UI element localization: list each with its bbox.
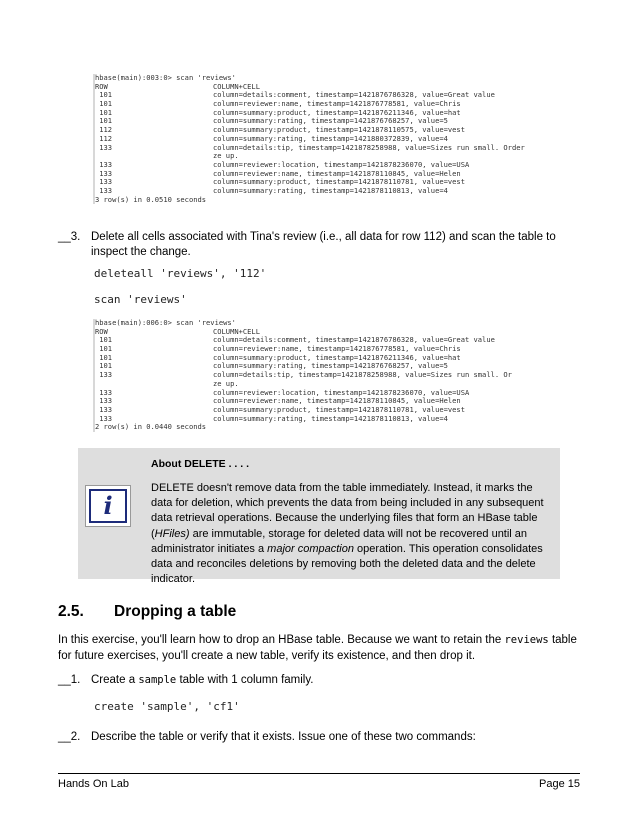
code-create: create 'sample', 'cf1' bbox=[94, 700, 240, 713]
step-number: __2. bbox=[58, 731, 81, 743]
row-cell: column=summary:product, timestamp=1421878110781, value=vest bbox=[213, 177, 465, 187]
row-key: 112 bbox=[95, 133, 113, 143]
info-icon: i bbox=[85, 485, 131, 527]
row-cell: column=details:tip, timestamp=1421878258988, value=Sizes run small. Order bbox=[213, 142, 525, 152]
row-cell: column=summary:rating, timestamp=1421878110813, value=4 bbox=[213, 413, 448, 423]
row-key: 133 bbox=[95, 185, 113, 195]
row-cell: ze up. bbox=[213, 378, 239, 388]
row-cell: column=summary:product, timestamp=1421876211346, value=hat bbox=[213, 107, 461, 117]
row-cell: column=details:comment, timestamp=1421876786328, value=Great value bbox=[213, 90, 495, 100]
row-cell: column=summary:rating, timestamp=1421880372839, value=4 bbox=[213, 133, 448, 143]
code-scan: scan 'reviews' bbox=[94, 293, 187, 306]
row-cell: column=summary:rating, timestamp=1421878110813, value=4 bbox=[213, 185, 448, 195]
row-cell: column=reviewer:location, timestamp=1421878236070, value=USA bbox=[213, 387, 470, 397]
row-key: 101 bbox=[95, 107, 113, 117]
code-deleteall: deleteall 'reviews', '112' bbox=[94, 267, 267, 280]
row-key: 133 bbox=[95, 177, 113, 187]
row-key: 112 bbox=[95, 125, 113, 135]
row-cell: column=summary:product, timestamp=1421878110781, value=vest bbox=[213, 404, 465, 414]
row-cell: column=reviewer:name, timestamp=1421876778581, value=Chris bbox=[213, 99, 461, 109]
step-number: __1. bbox=[58, 674, 81, 686]
row-cell: column=summary:rating, timestamp=1421876768257, value=5 bbox=[213, 116, 448, 126]
row-cell: column=summary:product, timestamp=1421878110575, value=vest bbox=[213, 125, 465, 135]
row-header: ROW bbox=[95, 326, 108, 336]
row-cell: column=reviewer:name, timestamp=1421876778581, value=Chris bbox=[213, 344, 461, 354]
terminal-row bbox=[95, 371, 555, 380]
terminal-output-2 bbox=[93, 319, 555, 432]
step-number: __3. bbox=[58, 231, 81, 243]
major-compaction-em: major compaction bbox=[267, 542, 354, 555]
note-title: About DELETE . . . . bbox=[151, 458, 249, 470]
intro-paragraph: In this exercise, you'll learn how to drop an HBase table. Because we want to retain the reviews table for future exercises, you'll create a new table, verify its existence, and then drop it. bbox=[58, 634, 577, 662]
row-cell: column=reviewer:name, timestamp=1421878110845, value=Helen bbox=[213, 168, 461, 178]
row-cell: ze up. bbox=[213, 151, 239, 161]
step-text: Create a sample table with 1 column family. bbox=[91, 674, 314, 686]
row-key: 133 bbox=[95, 142, 113, 152]
inline-code-sample: sample bbox=[138, 674, 177, 686]
terminal-rows bbox=[95, 336, 555, 423]
row-header: ROW bbox=[95, 81, 108, 91]
row-key: 133 bbox=[95, 396, 113, 406]
row-key: 133 bbox=[95, 413, 113, 423]
row-key: 133 bbox=[95, 159, 113, 169]
row-key: 101 bbox=[95, 116, 113, 126]
terminal-output-1 bbox=[93, 74, 555, 204]
terminal-rows bbox=[95, 91, 555, 195]
row-key: 101 bbox=[95, 344, 113, 354]
step-text: Describe the table or verify that it exists. Issue one of these two commands: bbox=[91, 731, 476, 743]
terminal-prompt: hbase(main):006:0> scan 'reviews' bbox=[95, 318, 236, 327]
row-key: 133 bbox=[95, 370, 113, 380]
footer-left: Hands On Lab bbox=[58, 778, 129, 790]
terminal-footer: 2 row(s) in 0.0440 seconds bbox=[95, 422, 207, 432]
inline-code-reviews: reviews bbox=[504, 634, 549, 646]
cell-header: COLUMN+CELL bbox=[213, 326, 260, 336]
note-body: DELETE doesn't remove data from the table immediately. Instead, it marks the data for deletion, which prevents the data from being included in any subsequent data retrieval operations. Because the underlying files that form an HBase table (HFiles) are immutable, storage for deleted data will not be recovered until an administrator initiates a major compaction operation. This operation consolidates data and reconciles deletions by removing both the deleted data and the delete indicator. bbox=[151, 482, 544, 586]
row-key: 133 bbox=[95, 404, 113, 414]
row-key: 133 bbox=[95, 387, 113, 397]
row-key: 101 bbox=[95, 90, 113, 100]
row-cell: column=reviewer:location, timestamp=1421878236070, value=USA bbox=[213, 159, 470, 169]
row-cell: column=details:tip, timestamp=1421878258988, value=Sizes run small. Or bbox=[213, 370, 512, 380]
cell-header: COLUMN+CELL bbox=[213, 81, 260, 91]
page-number: Page 15 bbox=[539, 778, 580, 790]
section-number: 2.5. bbox=[58, 603, 84, 620]
note-box bbox=[78, 448, 560, 586]
section-title: Dropping a table bbox=[114, 603, 237, 620]
terminal-row bbox=[95, 144, 555, 153]
row-key: 101 bbox=[95, 335, 113, 345]
hfiles-em: HFiles) bbox=[154, 527, 190, 540]
row-key: 101 bbox=[95, 99, 113, 109]
terminal-prompt: hbase(main):003:0> scan 'reviews' bbox=[95, 73, 236, 82]
row-cell: column=summary:rating, timestamp=1421876768257, value=5 bbox=[213, 361, 448, 371]
step-text: Delete all cells associated with Tina's review (i.e., all data for row 112) and scan the table to inspect the change. bbox=[91, 231, 556, 258]
terminal-footer: 3 row(s) in 0.0510 seconds bbox=[95, 194, 207, 204]
row-key: 133 bbox=[95, 168, 113, 178]
section-heading bbox=[58, 603, 236, 621]
row-cell: column=summary:product, timestamp=1421876211346, value=hat bbox=[213, 352, 461, 362]
row-cell: column=reviewer:name, timestamp=1421878110845, value=Helen bbox=[213, 396, 461, 406]
row-cell: column=details:comment, timestamp=1421876786328, value=Great value bbox=[213, 335, 495, 345]
row-key: 101 bbox=[95, 361, 113, 371]
footer-divider bbox=[58, 773, 580, 774]
row-key: 101 bbox=[95, 352, 113, 362]
